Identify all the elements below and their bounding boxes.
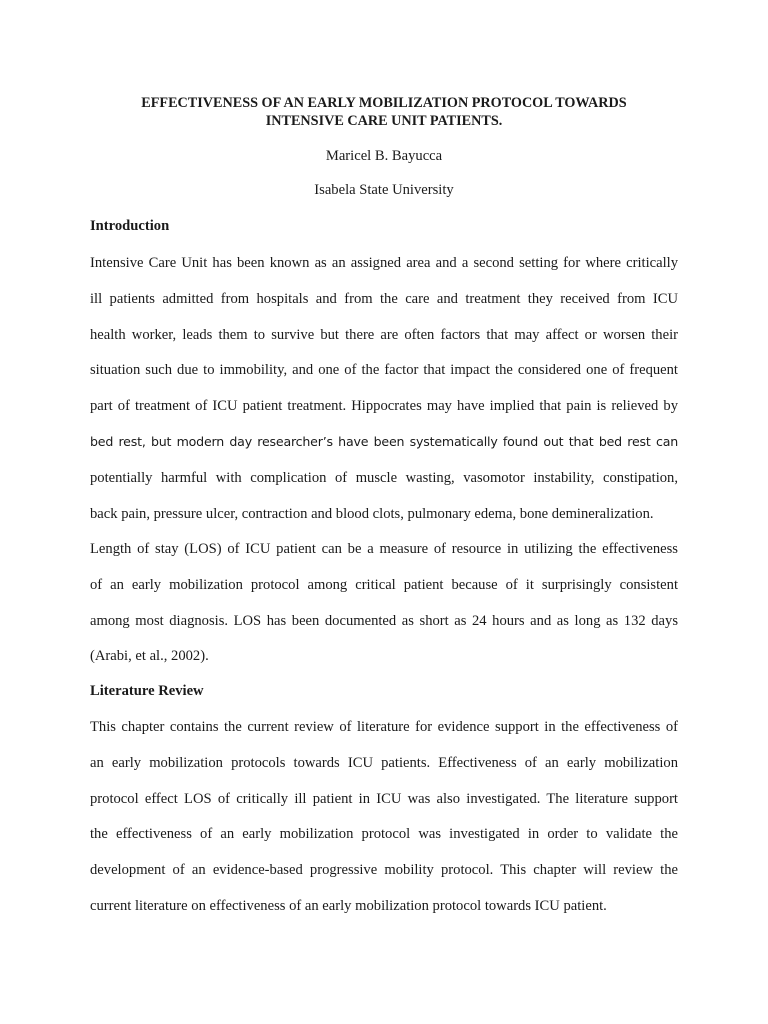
text-line: potentially harmful with complication of muscle wasting, vasomotor instability, constipation,: [90, 469, 678, 486]
text-line: health worker, leads them to survive but there are often factors that may affect or worsen their: [90, 326, 678, 343]
section-heading-literature-review: Literature Review: [90, 683, 204, 699]
text-line: (Arabi, et al., 2002).: [90, 648, 209, 665]
text-line: ill patients admitted from hospitals and from the care and treatment they received from ICU: [90, 290, 678, 307]
text-line: an early mobilization protocols towards ICU patients. Effectiveness of an early mobilization: [90, 754, 678, 771]
section-heading-introduction: Introduction: [90, 218, 170, 234]
author-affiliation: Isabela State University: [314, 182, 454, 198]
text-line: back pain, pressure ulcer, contraction and blood clots, pulmonary edema, bone demineralization.: [90, 505, 654, 522]
text-line: of an early mobilization protocol among critical patient because of it surprisingly consistent: [90, 576, 678, 593]
title-line-1: EFFECTIVENESS OF AN EARLY MOBILIZATION PROTOCOL TOWARDS: [141, 95, 627, 111]
text-line: current literature on effectiveness of an early mobilization protocol towards ICU patient.: [90, 897, 607, 914]
text-line: Length of stay (LOS) of ICU patient can be a measure of resource in utilizing the effectiveness: [90, 541, 678, 557]
text-line: among most diagnosis. LOS has been documented as short as 24 hours and as long as 132 days: [90, 612, 678, 629]
text-line: protocol effect LOS of critically ill patient in ICU was also investigated. The literature support: [90, 790, 678, 807]
author-name: Maricel B. Bayucca: [325, 148, 443, 164]
text-line: development of an evidence-based progressive mobility protocol. This chapter will review the: [90, 862, 678, 879]
text-line: part of treatment of ICU patient treatment. Hippocrates may have implied that pain is relieved by: [90, 398, 678, 415]
introduction-paragraph-2: [90, 540, 678, 683]
introduction-paragraph-1: [90, 254, 678, 540]
title-line-2: INTENSIVE CARE UNIT PATIENTS.: [265, 113, 503, 129]
text-line: bed rest, but modern day researcher’s have been systematically found out that bed rest can: [90, 433, 678, 449]
text-line: Intensive Care Unit has been known as an assigned area and a second setting for where critically: [90, 255, 678, 271]
document-title: [90, 94, 678, 130]
literature-review-paragraph: [90, 718, 678, 933]
text-line: the effectiveness of an early mobilization protocol was investigated in order to validate the: [90, 826, 678, 843]
text-line: situation such due to immobility, and one of the factor that impact the considered one of frequent: [90, 362, 678, 379]
text-line: This chapter contains the current review of literature for evidence support in the effectiveness of: [90, 719, 678, 735]
